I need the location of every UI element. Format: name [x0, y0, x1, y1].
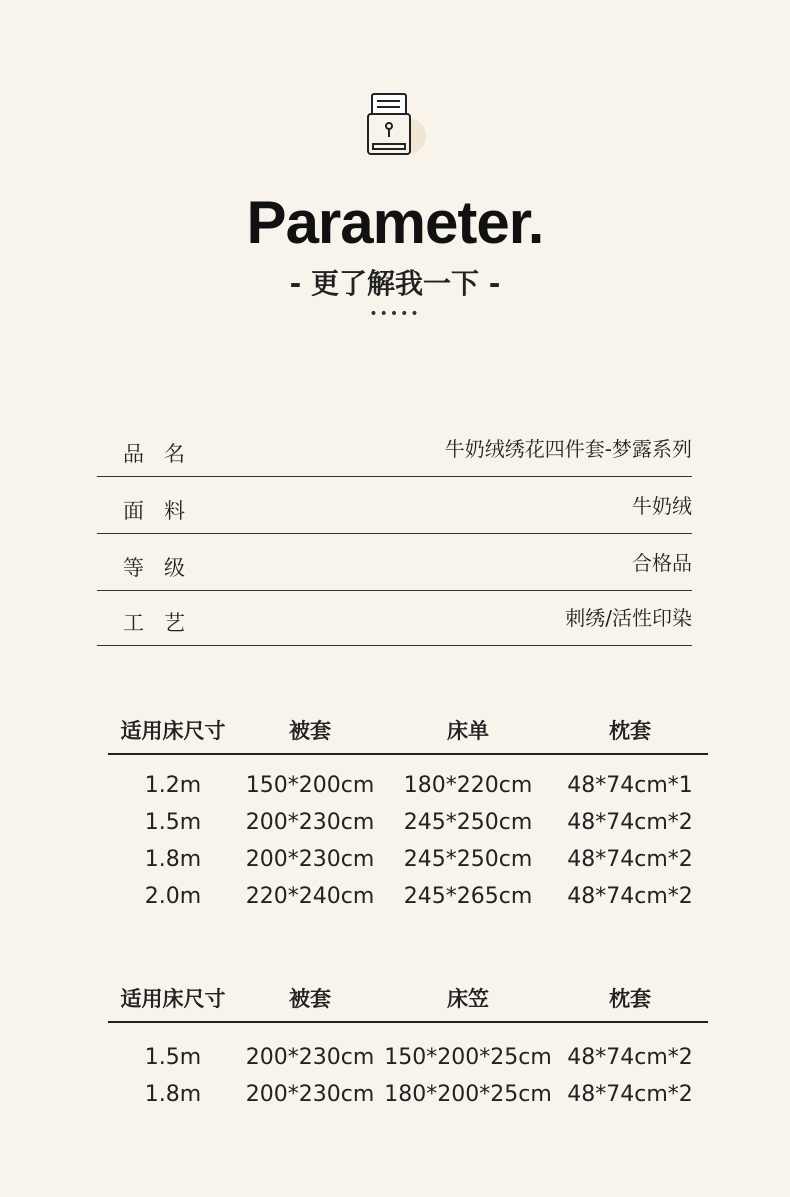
table-cell: 1.8m: [144, 1082, 202, 1107]
table-cell: 245*250cm: [403, 810, 533, 835]
parameter-list: [97, 420, 692, 646]
table-cell: 1.5m: [144, 1045, 202, 1070]
table-cell: 200*230cm: [245, 810, 375, 835]
dots-divider: •••••: [369, 306, 421, 322]
table-cell: 48*74cm*1: [567, 773, 693, 798]
param-value: 牛奶绒绣花四件套-梦露系列: [444, 437, 692, 461]
header-cell: 床单: [447, 719, 489, 743]
table-row: [108, 884, 708, 921]
param-value: 牛奶绒: [632, 494, 692, 518]
table-cell: 200*230cm: [245, 1045, 375, 1070]
table-cell: 1.2m: [144, 773, 202, 798]
param-label: 品名: [123, 442, 205, 466]
param-row: [97, 534, 692, 591]
table-cell: 245*250cm: [403, 847, 533, 872]
table-row: [108, 847, 708, 884]
page-subtitle: - 更了解我一下 -: [289, 267, 501, 300]
table-cell: 48*74cm*2: [567, 847, 693, 872]
size-table-fitted: [108, 971, 708, 1119]
page-title: Parameter.: [246, 189, 544, 256]
table-cell: 180*200*25cm: [384, 1082, 552, 1107]
document-icon: [366, 92, 428, 162]
header-cell: 床笠: [447, 987, 489, 1011]
table-header: [108, 703, 708, 755]
table-cell: 48*74cm*2: [567, 810, 693, 835]
param-row: [97, 477, 692, 534]
table-cell: 200*230cm: [245, 847, 375, 872]
table-cell: 180*220cm: [403, 773, 533, 798]
table-row: [108, 773, 708, 810]
header-cell: 被套: [289, 987, 331, 1011]
header-cell: 被套: [289, 719, 331, 743]
param-value: 刺绣/活性印染: [565, 606, 692, 630]
header-cell: 枕套: [609, 719, 651, 743]
table-cell: 48*74cm*2: [567, 884, 693, 909]
size-table-sheet: [108, 703, 708, 921]
table-cell: 220*240cm: [245, 884, 375, 909]
table-cell: 200*230cm: [245, 1082, 375, 1107]
table-row: [108, 1082, 708, 1119]
table-cell: 48*74cm*2: [567, 1082, 693, 1107]
table-cell: 2.0m: [144, 884, 202, 909]
header-cell: 适用床尺寸: [120, 987, 226, 1011]
param-label: 面料: [123, 499, 205, 523]
table-row: [108, 810, 708, 847]
param-label: 等级: [123, 556, 205, 580]
header-cell: 适用床尺寸: [120, 719, 226, 743]
table-header: [108, 971, 708, 1023]
table-cell: 150*200*25cm: [384, 1045, 552, 1070]
table-row: [108, 1045, 708, 1082]
param-label: 工艺: [123, 611, 205, 635]
table-cell: 245*265cm: [403, 884, 533, 909]
param-row: [97, 591, 692, 646]
header-cell: 枕套: [609, 987, 651, 1011]
table-cell: 1.8m: [144, 847, 202, 872]
param-row: [97, 420, 692, 477]
table-cell: 150*200cm: [245, 773, 375, 798]
param-value: 合格品: [632, 551, 692, 575]
table-cell: 1.5m: [144, 810, 202, 835]
table-cell: 48*74cm*2: [567, 1045, 693, 1070]
